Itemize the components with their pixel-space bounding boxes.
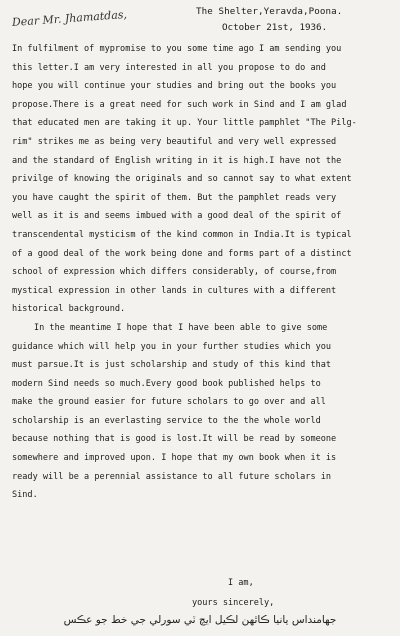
letter-line: somewhere and improved upon. I hope that my own book when it is xyxy=(12,453,337,464)
letter-body xyxy=(12,40,392,505)
letter-line: make the ground easier for future scholars to go over and all xyxy=(12,397,326,408)
letter-line: school of expression which differs considerably, of course,from xyxy=(12,267,337,278)
letter-line: propose.There is a great need for such work in Sind and I am glad xyxy=(12,99,347,110)
letter-line: and the standard of English writing in it is high.I have not the xyxy=(12,155,342,166)
sender-address: The Shelter,Yeravda,Poona. xyxy=(196,6,343,17)
letter-line: you have caught the spirit of them. But the pamphlet reads very xyxy=(12,192,337,203)
letter-line: In the meantime I hope that I have been able to give some xyxy=(34,322,328,333)
letter-line: scholarship is an everlasting service to the the whole world xyxy=(12,415,321,426)
letter-line: modern Sind needs so much.Every good book published helps to xyxy=(12,378,321,389)
letter-line: guidance which will help you in your further studies which you xyxy=(12,341,332,352)
letter-line: this letter.I am very interested in all you propose to do and xyxy=(12,62,326,73)
handwritten-salutation: Dear Mr. Jhamatdas, xyxy=(11,7,128,29)
letter-line: hope you will continue your studies and bring out the books you xyxy=(12,81,337,92)
letter-date: October 21st, 1936. xyxy=(222,22,328,33)
letter-line: mystical expression in other lands in cultures with a different xyxy=(12,285,337,296)
letter-line: well as it is and seems imbued with a good deal of the spirit of xyxy=(12,211,342,222)
letter-line: ready will be a perennial assistance to all future scholars in xyxy=(12,471,332,482)
letter-line: historical background. xyxy=(12,304,126,315)
letter-line: that educated men are taking it up. Your little pamphlet "The Pilg- xyxy=(12,118,357,129)
letter-line: In fulfilment of mypromise to you some time ago I am sending you xyxy=(12,44,342,54)
letter-line: of a good deal of the work being done and forms part of a distinct xyxy=(12,248,352,259)
letter-line: must parsue.It is just scholarship and study of this kind that xyxy=(12,360,332,371)
letter-line: Sind. xyxy=(12,490,38,501)
urdu-caption: جهامنداس يانيا ڪاٿهن لڪيل ايچ ٽي سورلي جي خط جو عڪس xyxy=(63,614,337,626)
letter-line: because nothing that is good is lost.It will be read by someone xyxy=(12,434,337,445)
closing-yours-sincerely: yours sincerely, xyxy=(192,598,275,608)
letter-line: transcendental mysticism of the kind common in India.It is typical xyxy=(12,229,352,240)
letter-line: rim" strikes me as being very beautiful and very well expressed xyxy=(12,136,337,147)
letter-line: privilge of knowing the originals and so cannot say to what extent xyxy=(12,174,352,185)
closing-i-am: I am, xyxy=(228,578,254,588)
